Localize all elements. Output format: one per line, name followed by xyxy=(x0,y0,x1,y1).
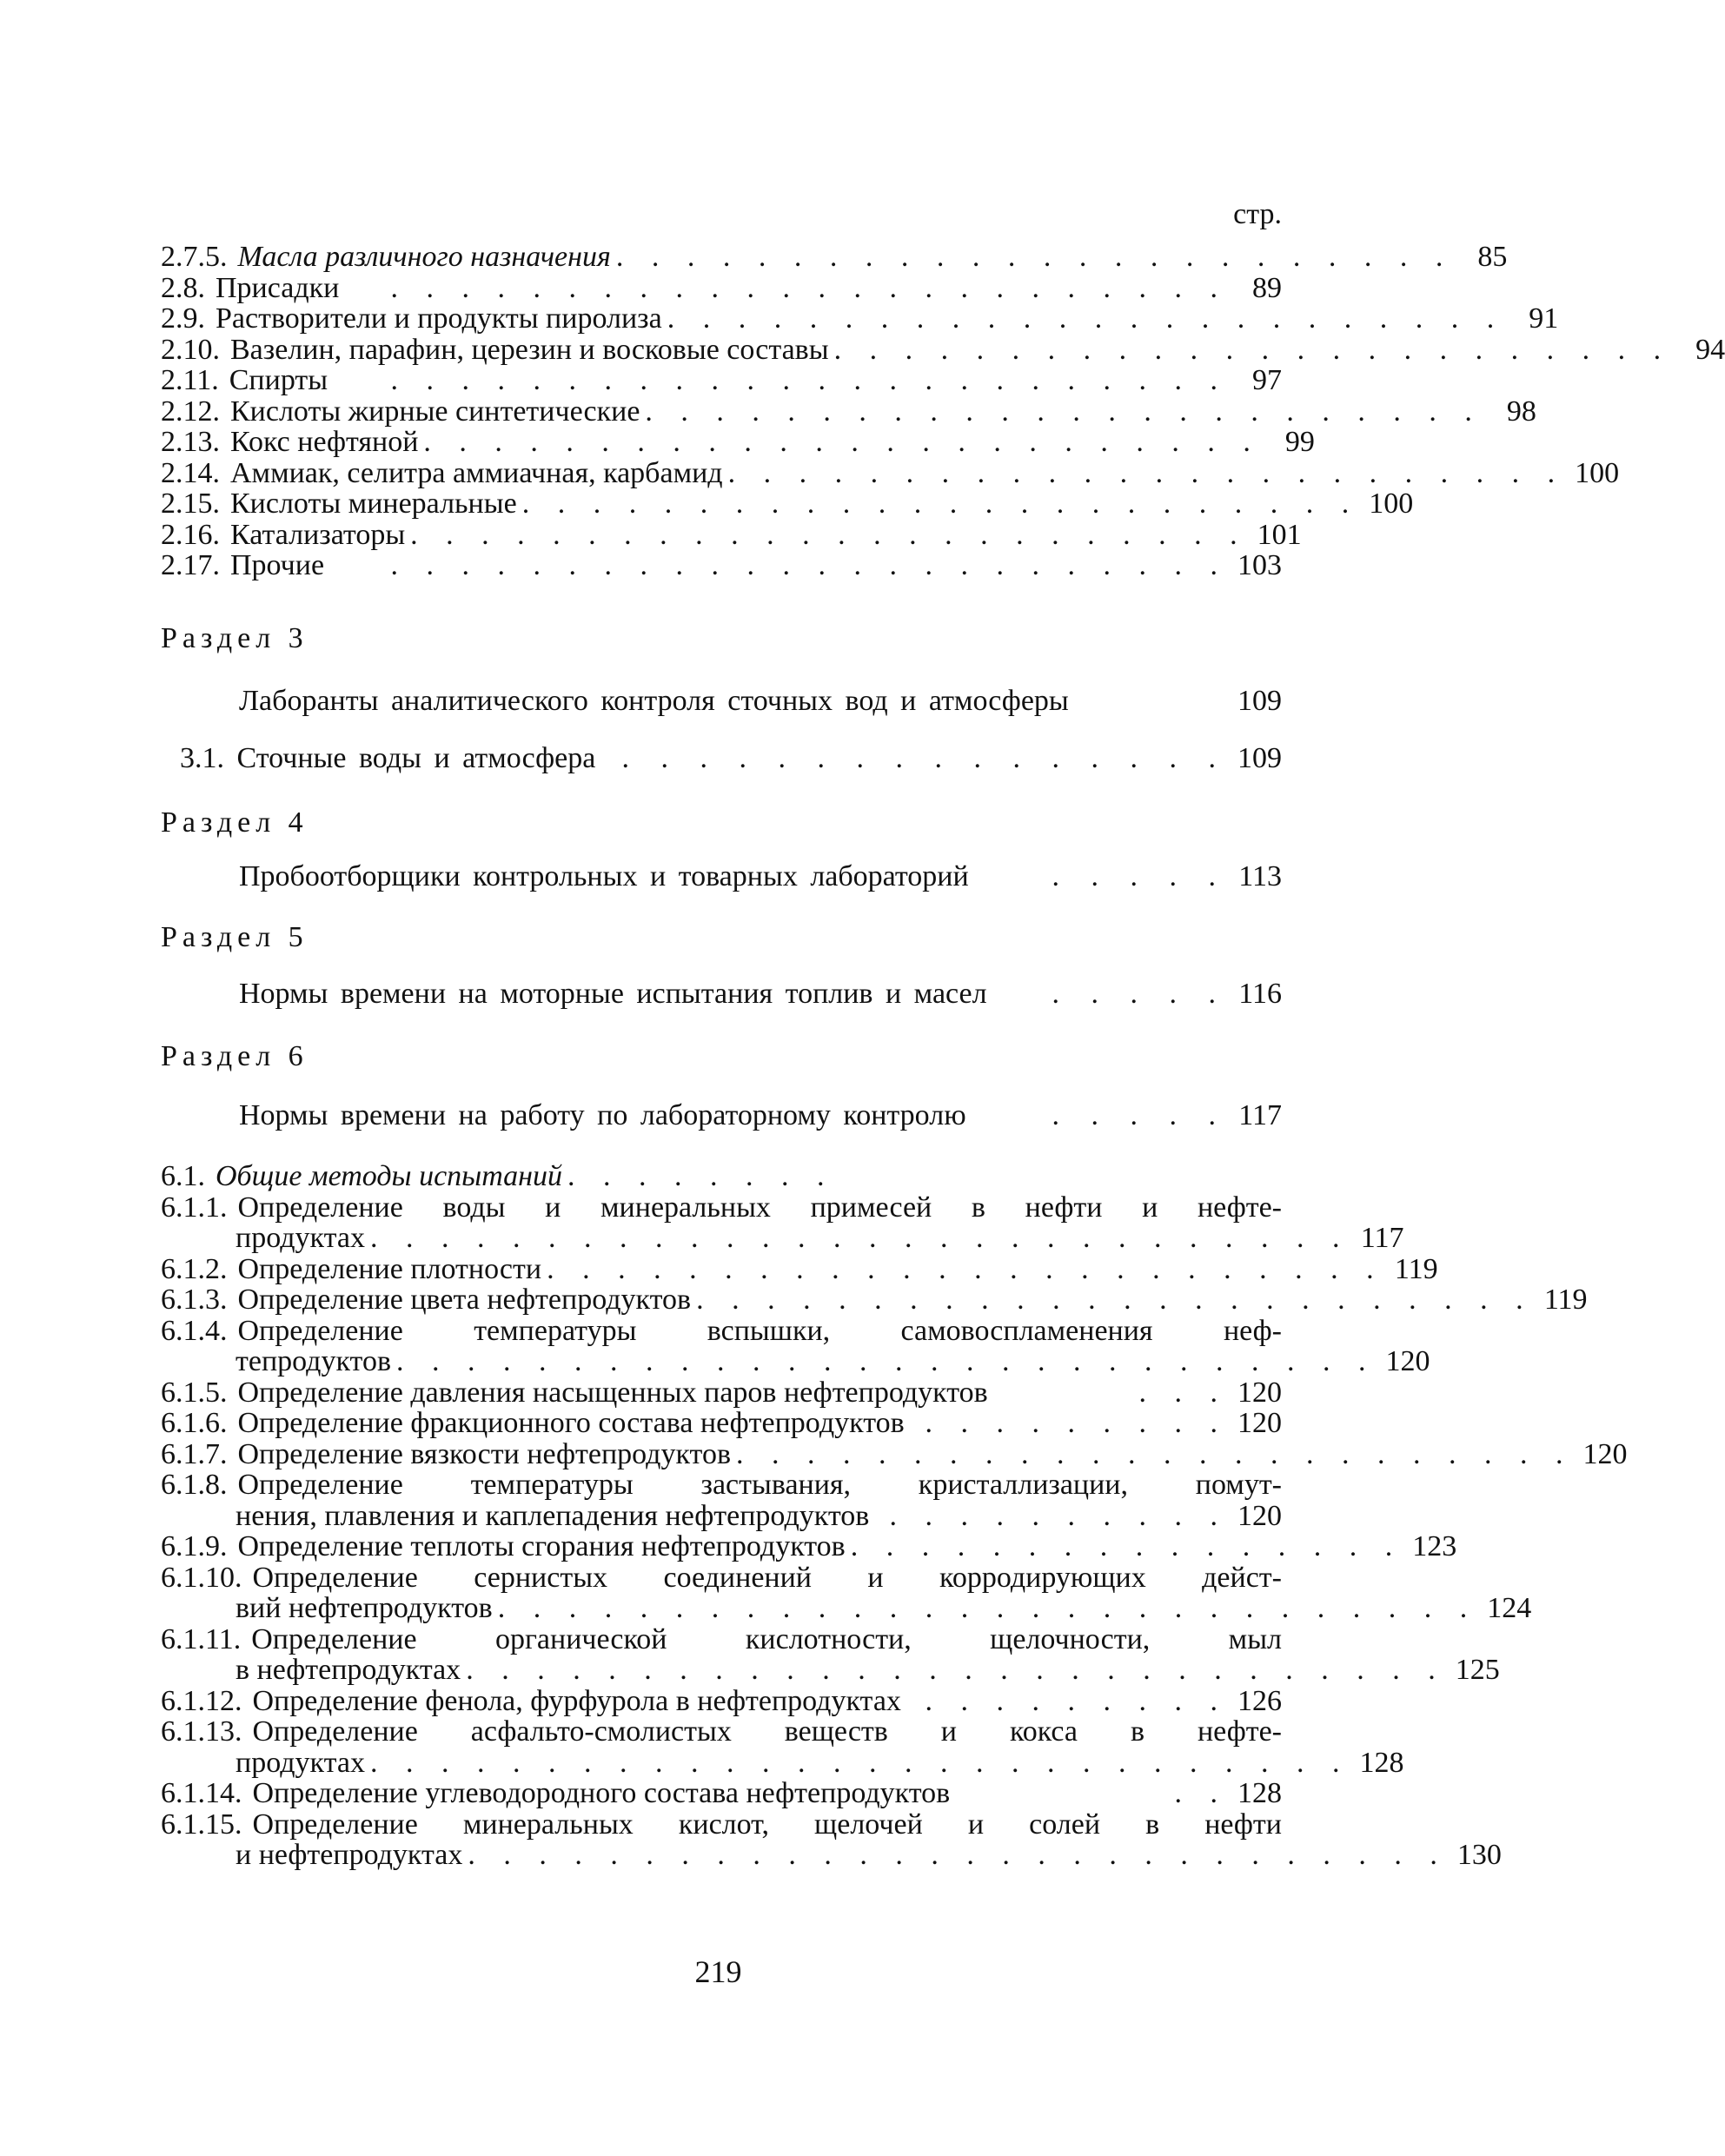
section-heading: Раздел 3 xyxy=(161,622,309,654)
toc-entry: 2.12. Кислоты жирные синтетические . . . . . . . . . . . . . . . . . . . . . . . . 98 xyxy=(161,395,1536,428)
toc-entry-multiline: 6.1.8. Определение температуры застывания, кристаллизации, помут- нения, плавления и каплепадения нефтепродуктов . . . . . . . . . . 120 xyxy=(161,1469,1282,1532)
toc-entry: 6.1.14. Определение углеводородного состава нефтепродуктов . . 128 xyxy=(161,1777,1282,1809)
toc-entry-multiline: 6.1.15. Определение минеральных кислот, щелочей и солей в нефти и нефтепродуктах . . . . . . . . . . . . . . . . . . . . . . . . . . . . 130 xyxy=(161,1808,1502,1871)
section-heading: Раздел 5 xyxy=(161,921,309,953)
toc-entry-multiline: 6.1.4. Определение температуры вспышки, самовоспламенения неф- тепродуктов . . . . . . . . . . . . . . . . . . . . . . . . . . . . 120 xyxy=(161,1314,1430,1377)
toc-entry: 6.1.3. Определение цвета нефтепродуктов . . . . . . . . . . . . . . . . . . . . . . . . 119 xyxy=(161,1284,1588,1316)
section-heading: Раздел 4 xyxy=(161,806,309,839)
section-entry: Лаборанты аналитического контроля сточных вод и атмосферы 109 xyxy=(239,685,1282,717)
toc-entry: 6.1.7. Определение вязкости нефтепродуктов . . . . . . . . . . . . . . . . . . . . . . . . 120 xyxy=(161,1437,1628,1470)
toc-entry-multiline: 6.1.11. Определение органической кислотности, щелочности, мыл в нефтепродуктах . . . . . . . . . . . . . . . . . . . . . . . . . . . . 125 xyxy=(161,1622,1500,1686)
toc-entry: 2.17. Прочие . . . . . . . . . . . . . . . . . . . . . . . . 103 xyxy=(161,549,1282,581)
toc-entry: 6.1.6. Определение фракционного состава нефтепродуктов . . . . . . . . . 120 xyxy=(161,1407,1282,1439)
toc-entry: 2.10. Вазелин, парафин, церезин и восковые составы . . . . . . . . . . . . . . . . . . . . . . . . 94 xyxy=(161,333,1725,366)
toc-entry: 6.1.2. Определение плотности . . . . . . . . . . . . . . . . . . . . . . . . 119 xyxy=(161,1252,1438,1285)
toc-entry: 6.1.5. Определение давления насыщенных паров нефтепродуктов . . . 120 xyxy=(161,1376,1282,1409)
toc-entry: 2.9. Растворители и продукты пиролиза . . . . . . . . . . . . . . . . . . . . . . . . 91 xyxy=(161,302,1559,335)
toc-entry: 2.7.5. Масла различного назначения . . . . . . . . . . . . . . . . . . . . . . . . 85 xyxy=(161,241,1508,273)
section-heading: Раздел 6 xyxy=(161,1040,309,1072)
section-entry: Нормы времени на работу по лабораторному контролю . . . . . 117 xyxy=(239,1099,1282,1131)
page-column-label: стр. xyxy=(1233,198,1282,230)
toc-entry-multiline: 6.1.13. Определение асфальто-смолистых веществ и кокса в нефте- продуктах . . . . . . . . . . . . . . . . . . . . . . . . . . . . 128 xyxy=(161,1715,1404,1779)
toc-entry-multiline: 6.1.10. Определение сернистых соединений и корродирующих дейст- вий нефтепродуктов . . . . . . . . . . . . . . . . . . . . . . . . . . . . 124 xyxy=(161,1561,1532,1624)
toc-entry: 2.8. Присадки . . . . . . . . . . . . . . . . . . . . . . . . 89 xyxy=(161,271,1282,304)
toc-block-6 xyxy=(161,1160,1628,1871)
toc-entry: 2.16. Катализаторы . . . . . . . . . . . . . . . . . . . . . . . . 101 xyxy=(161,518,1302,551)
toc-entry: 2.11. Спирты . . . . . . . . . . . . . . . . . . . . . . . . 97 xyxy=(161,364,1282,396)
toc-entry: 6.1.9. Определение теплоты сгорания нефтепродуктов . . . . . . . . . . . . . . . . 123 xyxy=(161,1530,1457,1562)
toc-entry: 2.15. Кислоты минеральные . . . . . . . . . . . . . . . . . . . . . . . . 100 xyxy=(161,488,1414,520)
toc-block-2 xyxy=(161,241,1725,581)
toc-entry-multiline: 6.1.1. Определение воды и минеральных примесей в нефти и нефте- продуктах . . . . . . . . . . . . . . . . . . . . . . . . . . . . 117 xyxy=(161,1191,1404,1254)
toc-entry: 2.14. Аммиак, селитра аммиачная, карбамид . . . . . . . . . . . . . . . . . . . . . . . . 100 xyxy=(161,456,1620,489)
toc-entry: 2.13. Кокс нефтяной . . . . . . . . . . . . . . . . . . . . . . . . 99 xyxy=(161,426,1315,458)
toc-entry: 6.1.12. Определение фенола, фурфурола в нефтепродуктах . . . . . . . . . 126 xyxy=(161,1684,1282,1717)
toc-entry: 3.1. Сточные воды и атмосфера . . . . . . . . . . . . . . . . 109 xyxy=(180,742,1282,774)
section-entry: Пробоотборщики контрольных и товарных лабораторий . . . . . 113 xyxy=(239,860,1282,892)
page-number: 219 xyxy=(694,1954,742,1989)
toc-entry: 6.1. Общие методы испытаний . . . . . . . . xyxy=(161,1160,835,1192)
section-entry: Нормы времени на моторные испытания топлив и масел . . . . . 116 xyxy=(239,978,1282,1010)
